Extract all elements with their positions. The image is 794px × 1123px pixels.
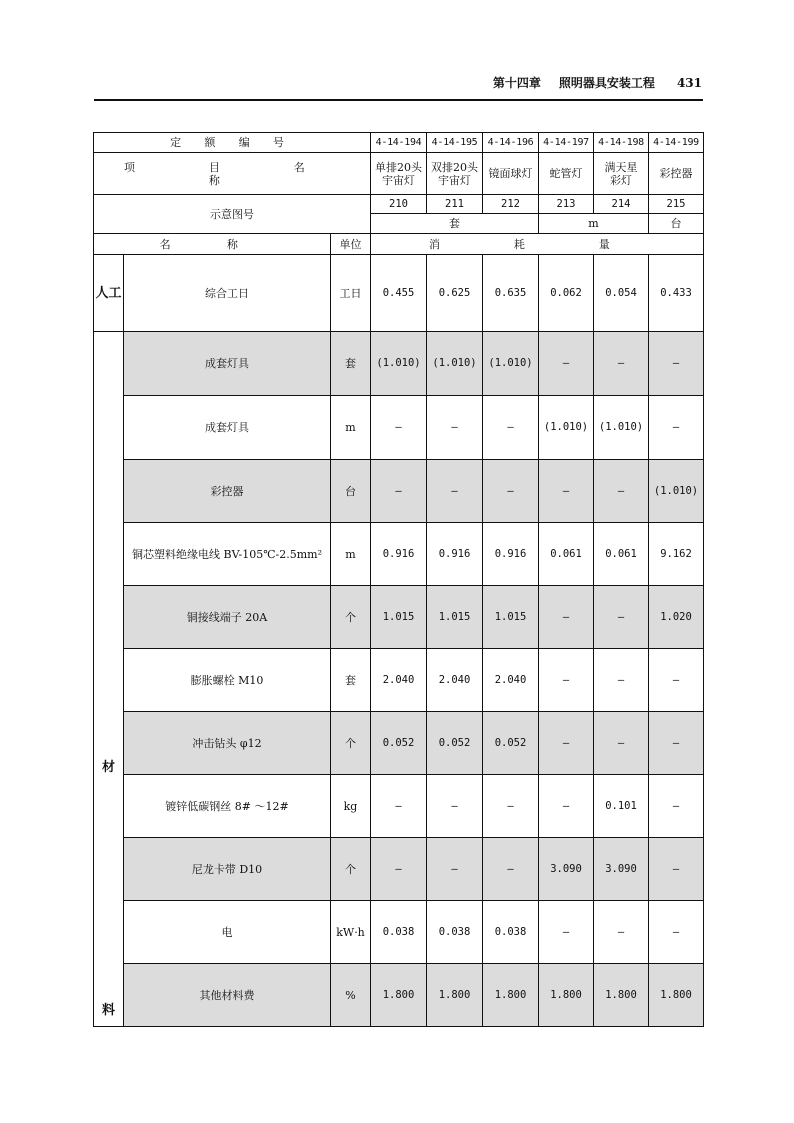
consumption-label: 消 耗 量 <box>371 234 704 255</box>
table-row: 材 料 成套灯具 套 (1.010) (1.010) (1.010) — — — <box>94 332 704 396</box>
unit-set: 套 <box>371 214 539 234</box>
page-header <box>96 74 702 94</box>
chapter-label: 第十四章 <box>492 76 541 90</box>
table-row: 彩控器 台 — — — — — (1.010) <box>94 460 704 523</box>
code-5: 4-14-198 <box>594 133 649 153</box>
name-label: 名 称 <box>94 234 331 255</box>
diagram-6: 215 <box>649 195 704 214</box>
code-1: 4-14-194 <box>371 133 427 153</box>
item-name-3: 镜面球灯 <box>483 153 539 195</box>
table-row: 尼龙卡带 D10 个 — — — 3.090 3.090 — <box>94 838 704 901</box>
chapter-title: 照明器具安装工程 <box>558 76 655 90</box>
quota-table <box>93 132 704 1027</box>
table-row: 电 kW·h 0.038 0.038 0.038 — — — <box>94 901 704 964</box>
diagram-label: 示意图号 <box>94 195 371 234</box>
item-name-2: 双排20头 宇宙灯 <box>427 153 483 195</box>
unit-piece: 台 <box>649 214 704 234</box>
diagram-3: 212 <box>483 195 539 214</box>
unit-meter: m <box>539 214 649 234</box>
page-number: 431 <box>676 76 702 90</box>
table-row: 镀锌低碳钢丝 8# ～12# kg — — — — 0.101 — <box>94 775 704 838</box>
unit-label: 单位 <box>331 234 371 255</box>
table-row: 其他材料费 % 1.800 1.800 1.800 1.800 1.800 1.800 <box>94 964 704 1027</box>
diagram-1: 210 <box>371 195 427 214</box>
table-row: 人工 综合工日 工日 0.455 0.625 0.635 0.062 0.054 0.433 <box>94 255 704 332</box>
table-row: 铜芯塑料绝缘电线 BV-105℃-2.5mm² m 0.916 0.916 0.916 0.061 0.061 9.162 <box>94 523 704 586</box>
diagram-2: 211 <box>427 195 483 214</box>
code-4: 4-14-197 <box>539 133 594 153</box>
item-name-label: 项 目 名 称 <box>94 153 371 195</box>
diagram-4: 213 <box>539 195 594 214</box>
item-name-6: 彩控器 <box>649 153 704 195</box>
item-name-5: 满天星 彩灯 <box>594 153 649 195</box>
code-6: 4-14-199 <box>649 133 704 153</box>
material-category: 材 料 <box>94 332 124 1027</box>
table-row: 成套灯具 m — — — (1.010) (1.010) — <box>94 396 704 460</box>
quota-number-label: 定 额 编 号 <box>94 133 371 153</box>
item-name-4: 蛇管灯 <box>539 153 594 195</box>
code-3: 4-14-196 <box>483 133 539 153</box>
diagram-5: 214 <box>594 195 649 214</box>
code-2: 4-14-195 <box>427 133 483 153</box>
table-row: 膨胀螺栓 M10 套 2.040 2.040 2.040 — — — <box>94 649 704 712</box>
labor-category: 人工 <box>94 255 124 332</box>
item-name-1: 单排20头 宇宙灯 <box>371 153 427 195</box>
table-row: 铜接线端子 20A 个 1.015 1.015 1.015 — — 1.020 <box>94 586 704 649</box>
table-row: 冲击钻头 φ12 个 0.052 0.052 0.052 — — — <box>94 712 704 775</box>
header-rule <box>94 99 703 101</box>
